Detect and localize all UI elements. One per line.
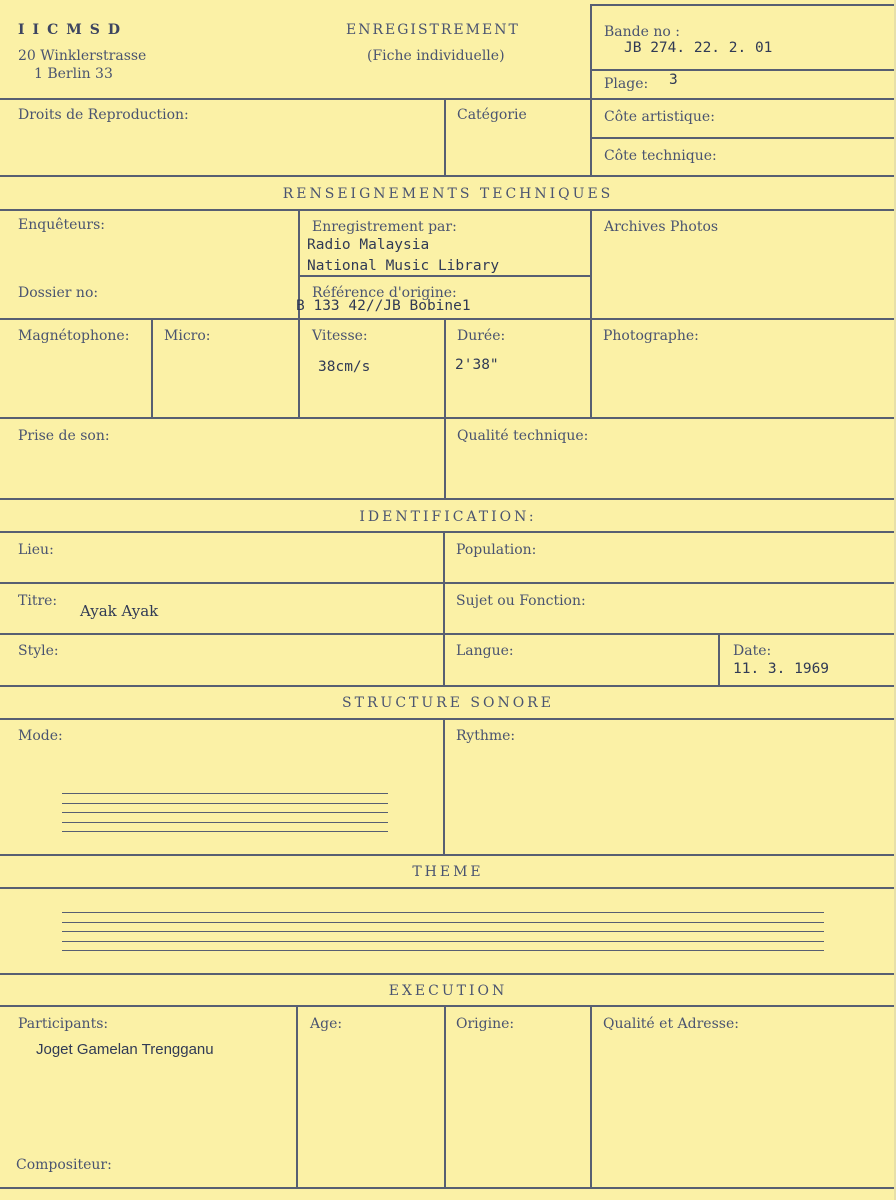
form-title: ENREGISTREMENT bbox=[346, 22, 520, 38]
titre-label: Titre: bbox=[18, 593, 58, 609]
form-subtitle: (Fiche individuelle) bbox=[367, 48, 505, 64]
rule bbox=[0, 417, 896, 419]
plage-label: Plage: bbox=[604, 76, 649, 92]
section-title-execution: EXECUTION bbox=[388, 983, 508, 999]
staff-line bbox=[62, 931, 824, 932]
reference-value: B 133 42//JB Bobine1 bbox=[296, 298, 471, 314]
photographe-label: Photographe: bbox=[603, 328, 699, 344]
reference-label: Référence d'origine: bbox=[312, 285, 457, 301]
rule bbox=[0, 685, 896, 687]
qualite-adresse-label: Qualité et Adresse: bbox=[603, 1016, 739, 1032]
rule bbox=[0, 973, 896, 975]
staff-line bbox=[62, 912, 824, 913]
rule bbox=[0, 633, 896, 635]
staff-line bbox=[62, 803, 388, 804]
duree-label: Durée: bbox=[457, 328, 506, 344]
qualite-technique-label: Qualité technique: bbox=[457, 428, 589, 444]
rule bbox=[0, 209, 896, 211]
staff-line bbox=[62, 950, 824, 951]
address-line-2: 1 Berlin 33 bbox=[34, 66, 113, 82]
rule bbox=[0, 175, 896, 177]
rule bbox=[296, 1005, 298, 1187]
cote-artistique-label: Côte artistique: bbox=[604, 109, 715, 125]
rule bbox=[443, 718, 445, 854]
vitesse-value: 38cm/s bbox=[318, 359, 371, 375]
rule bbox=[590, 69, 896, 71]
mode-label: Mode: bbox=[18, 728, 63, 744]
rule bbox=[0, 531, 896, 533]
rule bbox=[0, 98, 896, 100]
rule bbox=[298, 275, 590, 277]
droits-label: Droits de Reproduction: bbox=[18, 107, 189, 123]
vitesse-label: Vitesse: bbox=[312, 328, 368, 344]
rule bbox=[718, 633, 720, 685]
rule bbox=[590, 4, 896, 6]
section-title-identification: IDENTIFICATION: bbox=[359, 509, 537, 525]
rule bbox=[151, 318, 153, 417]
enqueteurs-label: Enquêteurs: bbox=[18, 217, 106, 233]
rule bbox=[590, 209, 592, 417]
rule bbox=[0, 1187, 896, 1189]
enregistrement-par-label: Enregistrement par: bbox=[312, 219, 457, 235]
date-label: Date: bbox=[733, 643, 772, 659]
rule bbox=[0, 582, 896, 584]
rule bbox=[0, 318, 896, 320]
bande-label: Bande no : bbox=[604, 24, 680, 40]
duree-value: 2'38" bbox=[455, 357, 499, 373]
langue-label: Langue: bbox=[456, 643, 514, 659]
address-line-1: 20 Winklerstrasse bbox=[18, 48, 147, 64]
compositeur-label: Compositeur: bbox=[16, 1157, 112, 1173]
titre-value: Ayak Ayak bbox=[80, 602, 159, 620]
lieu-label: Lieu: bbox=[18, 542, 54, 558]
rule bbox=[590, 1005, 592, 1187]
rule bbox=[0, 498, 896, 500]
rule bbox=[0, 1005, 896, 1007]
section-title-structure: STRUCTURE SONORE bbox=[342, 695, 554, 711]
rythme-label: Rythme: bbox=[456, 728, 516, 744]
categorie-label: Catégorie bbox=[457, 107, 527, 123]
date-value: 11. 3. 1969 bbox=[733, 661, 830, 677]
sujet-label: Sujet ou Fonction: bbox=[456, 593, 586, 609]
participants-value: Joget Gamelan Trengganu bbox=[36, 1041, 214, 1058]
rule bbox=[0, 718, 896, 720]
origine-label: Origine: bbox=[456, 1016, 515, 1032]
rule bbox=[590, 4, 592, 175]
staff-line bbox=[62, 941, 824, 942]
staff-line bbox=[62, 822, 388, 823]
enregistrement-par-line-1: Radio Malaysia bbox=[307, 237, 430, 253]
bande-value: JB 274. 22. 2. 01 bbox=[624, 40, 773, 56]
rule bbox=[590, 137, 896, 139]
micro-label: Micro: bbox=[164, 328, 211, 344]
org-logo: IICMSD bbox=[18, 22, 128, 38]
magnetophone-label: Magnétophone: bbox=[18, 328, 130, 344]
style-label: Style: bbox=[18, 643, 59, 659]
archives-photos-label: Archives Photos bbox=[604, 219, 719, 235]
staff-line bbox=[62, 922, 824, 923]
prise-de-son-label: Prise de son: bbox=[18, 428, 110, 444]
section-title-technique: RENSEIGNEMENTS TECHNIQUES bbox=[282, 186, 614, 202]
dossier-label: Dossier no: bbox=[18, 285, 99, 301]
rule bbox=[443, 531, 445, 685]
cote-technique-label: Côte technique: bbox=[604, 148, 717, 164]
rule bbox=[0, 854, 896, 856]
rule bbox=[0, 887, 896, 889]
rule bbox=[444, 1005, 446, 1187]
staff-line bbox=[62, 812, 388, 813]
rule bbox=[444, 318, 446, 498]
age-label: Age: bbox=[310, 1016, 343, 1032]
staff-line bbox=[62, 793, 388, 794]
rule bbox=[444, 98, 446, 175]
section-title-theme: THEME bbox=[412, 864, 484, 880]
enregistrement-par-line-2: National Music Library bbox=[307, 258, 500, 274]
participants-label: Participants: bbox=[18, 1016, 109, 1032]
plage-value: 3 bbox=[669, 72, 678, 88]
staff-line bbox=[62, 831, 388, 832]
population-label: Population: bbox=[456, 542, 537, 558]
